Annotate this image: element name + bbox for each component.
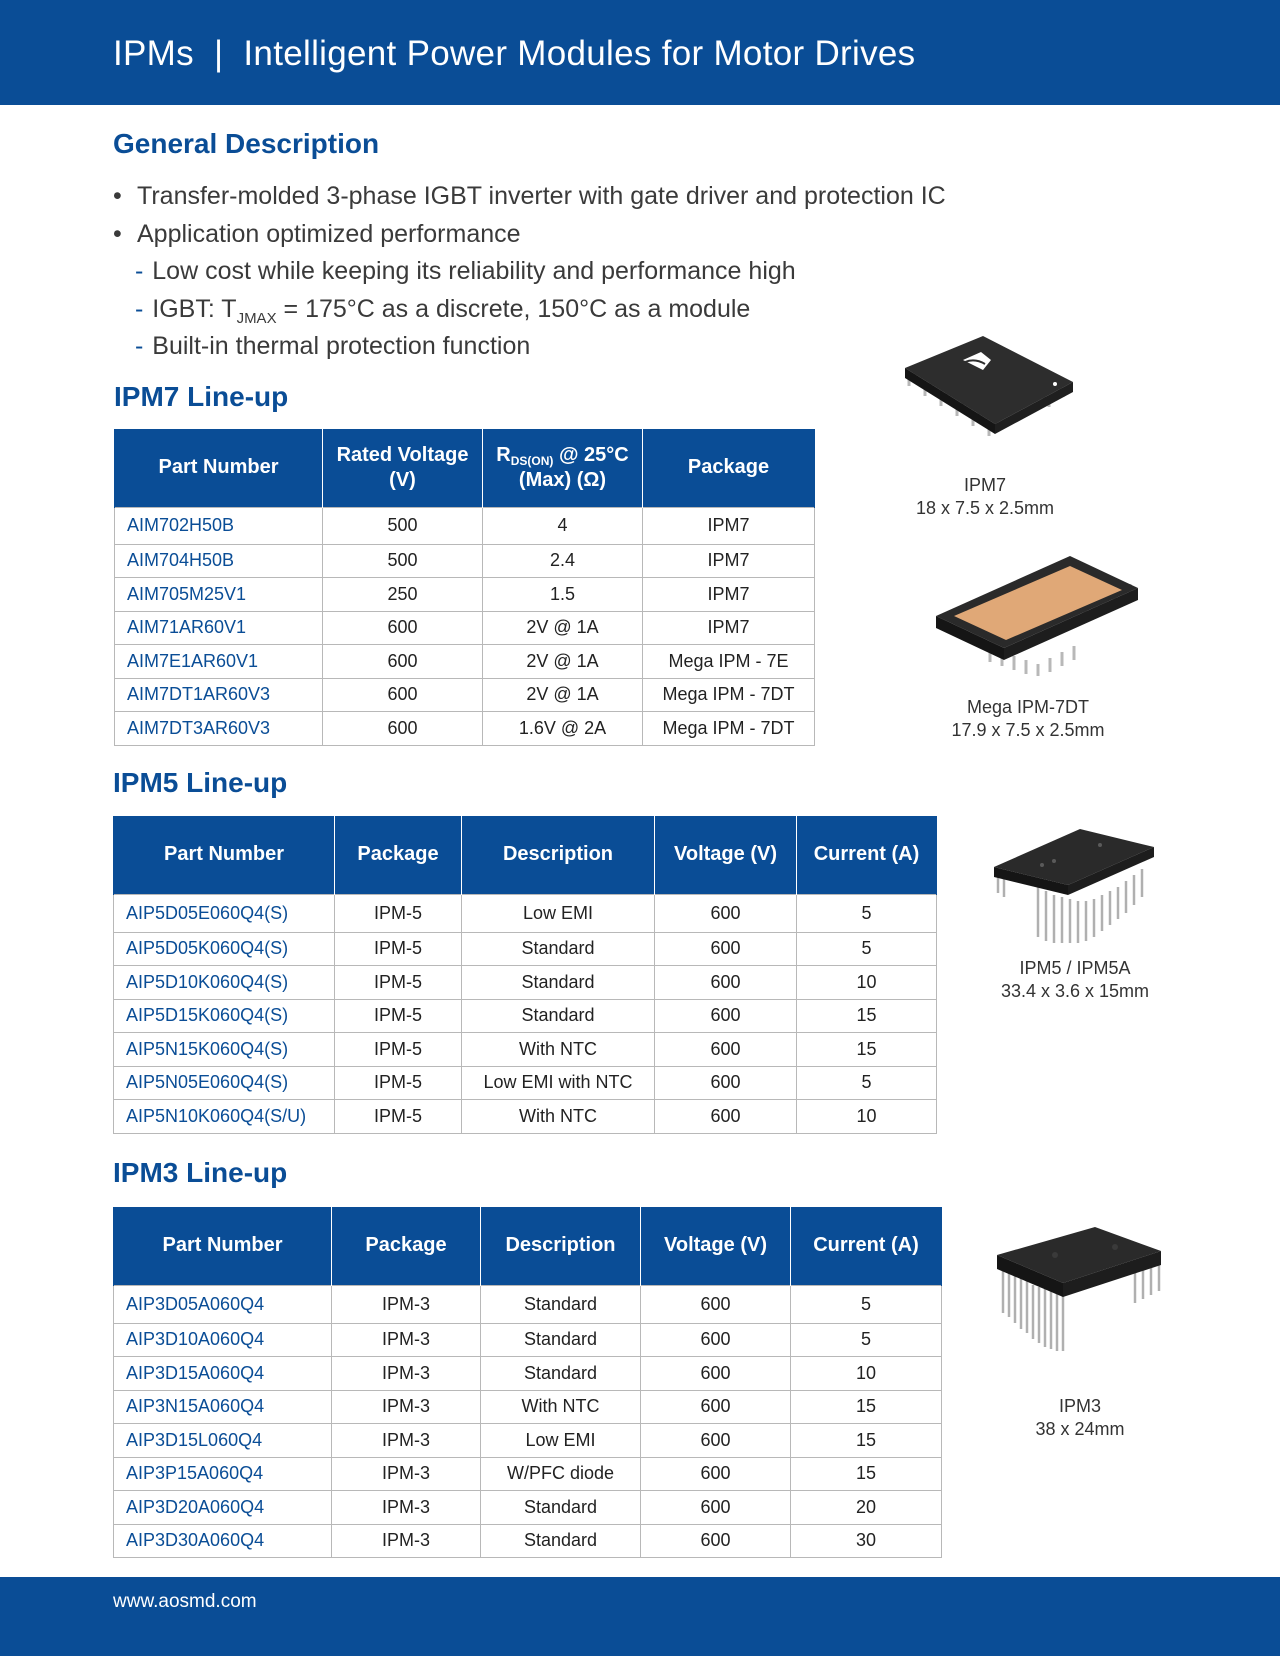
part-number-cell: AIP5N10K060Q4(S/U) (114, 1100, 335, 1134)
part-number-cell: AIP3D30A060Q4 (114, 1524, 332, 1558)
table-cell: 2V @ 1A (483, 611, 643, 645)
table-row (114, 932, 937, 966)
table-cell: 1.6V @ 2A (483, 712, 643, 746)
table-row (114, 999, 937, 1033)
part-number-cell: AIP3N15A060Q4 (114, 1390, 332, 1424)
footer-bar (0, 1577, 1280, 1656)
column-header: Package (643, 429, 815, 507)
footer-url-link[interactable]: www.aosmd.com (113, 1591, 257, 1612)
table-cell: Standard (462, 932, 655, 966)
table-row (114, 1491, 942, 1525)
mega-ipm-7dt-package-image (930, 548, 1150, 683)
general-description-title: General Description (113, 128, 380, 159)
table-cell: 2V @ 1A (483, 678, 643, 712)
column-header: Voltage (V) (655, 816, 797, 894)
table-cell: 5 (797, 894, 937, 932)
column-header: Package (335, 816, 462, 894)
table-cell: IPM-3 (332, 1491, 481, 1525)
table-cell: 2V @ 1A (483, 645, 643, 679)
ipm7-caption: IPM7 18 x 7.5 x 2.5mm (915, 475, 1055, 518)
table-cell: Low EMI (462, 894, 655, 932)
part-number-cell: AIP5D05K060Q4(S) (114, 932, 335, 966)
table-row (115, 611, 815, 645)
dash-icon: - (135, 332, 144, 360)
table-cell: IPM-3 (332, 1424, 481, 1458)
table-row (114, 1100, 937, 1134)
table-cell: IPM-3 (332, 1390, 481, 1424)
table-cell: IPM-3 (332, 1457, 481, 1491)
table-cell: 5 (797, 1066, 937, 1100)
table-cell: IPM7 (643, 507, 815, 544)
ipm7-table (114, 429, 815, 746)
table-cell: Standard (462, 999, 655, 1033)
table-row (114, 1424, 942, 1458)
table-cell: 600 (323, 712, 483, 746)
table-cell: 600 (323, 678, 483, 712)
part-number-cell: AIM71AR60V1 (115, 611, 323, 645)
table-cell: 2.4 (483, 544, 643, 578)
part-number-cell: AIP3D05A060Q4 (114, 1285, 332, 1323)
table-header-row (114, 816, 937, 894)
table-row (115, 578, 815, 612)
table-header-row (114, 1207, 942, 1285)
column-header: Rated Voltage (V) (323, 429, 483, 507)
bullet-icon: • (113, 219, 122, 248)
table-cell: Standard (481, 1285, 641, 1323)
table-cell: 600 (323, 645, 483, 679)
table-cell: 600 (641, 1491, 791, 1525)
table-cell: 30 (791, 1524, 942, 1558)
table-row (115, 678, 815, 712)
table-cell: Low EMI (481, 1424, 641, 1458)
part-number-cell: AIM7DT3AR60V3 (115, 712, 323, 746)
part-number-cell: AIP3D20A060Q4 (114, 1491, 332, 1525)
part-number-cell: AIP5D10K060Q4(S) (114, 966, 335, 1000)
table-row (114, 1285, 942, 1323)
table-row (115, 507, 815, 544)
ipm5-caption: IPM5 / IPM5A 33.4 x 3.6 x 15mm (1000, 958, 1150, 1001)
table-cell: Low EMI with NTC (462, 1066, 655, 1100)
part-number-cell: AIP3D15L060Q4 (114, 1424, 332, 1458)
table-cell: IPM-5 (335, 894, 462, 932)
part-number-cell: AIP5D05E060Q4(S) (114, 894, 335, 932)
mega-ipm-7dt-caption: Mega IPM-7DT 17.9 x 7.5 x 2.5mm (951, 697, 1105, 740)
table-cell: 600 (641, 1457, 791, 1491)
table-cell: With NTC (462, 1100, 655, 1134)
table-cell: 15 (791, 1457, 942, 1491)
ipm3-table (113, 1207, 942, 1558)
table-cell: Mega IPM - 7DT (643, 678, 815, 712)
table-cell: IPM-5 (335, 1033, 462, 1067)
part-number-cell: AIP5N15K060Q4(S) (114, 1033, 335, 1067)
table-row (115, 645, 815, 679)
table-cell: IPM-3 (332, 1323, 481, 1357)
table-cell: Standard (481, 1323, 641, 1357)
table-cell: 20 (791, 1491, 942, 1525)
table-cell: IPM-3 (332, 1357, 481, 1391)
general-description-list (113, 178, 946, 366)
column-header: Part Number (114, 816, 335, 894)
table-cell: IPM-3 (332, 1524, 481, 1558)
table-cell: 600 (655, 1033, 797, 1067)
table-cell: IPM7 (643, 578, 815, 612)
table-cell: 4 (483, 507, 643, 544)
table-cell: 600 (655, 932, 797, 966)
table-cell: 600 (641, 1357, 791, 1391)
bullet-item: • Transfer-molded 3-phase IGBT inverter with gate driver and protection IC (113, 178, 946, 216)
table-cell: 600 (655, 894, 797, 932)
table-cell: 10 (797, 966, 937, 1000)
ipm5-table (113, 816, 937, 1134)
table-cell: IPM7 (643, 544, 815, 578)
ipm7-lineup-title: IPM7 Line-up (114, 381, 289, 412)
table-cell: 600 (641, 1424, 791, 1458)
table-row (114, 1066, 937, 1100)
page-title: IPMs | Intelligent Power Modules for Motor Drives (113, 34, 916, 73)
ipm3-package-image (995, 1225, 1165, 1375)
table-row (114, 1457, 942, 1491)
part-number-cell: AIM7DT1AR60V3 (115, 678, 323, 712)
sub-bullet-item: - Low cost while keeping its reliability and performance high (135, 257, 796, 285)
table-row (114, 1357, 942, 1391)
table-header-row (115, 429, 815, 507)
table-cell: IPM-5 (335, 966, 462, 1000)
part-number-cell: AIP3P15A060Q4 (114, 1457, 332, 1491)
column-header: Description (462, 816, 655, 894)
part-number-cell: AIP3D10A060Q4 (114, 1323, 332, 1357)
table-cell: IPM-5 (335, 999, 462, 1033)
table-cell: 600 (641, 1285, 791, 1323)
column-header: Description (481, 1207, 641, 1285)
table-cell: Mega IPM - 7DT (643, 712, 815, 746)
table-cell: IPM7 (643, 611, 815, 645)
table-row (114, 1524, 942, 1558)
part-number-cell: AIM7E1AR60V1 (115, 645, 323, 679)
table-cell: Mega IPM - 7E (643, 645, 815, 679)
table-cell: 250 (323, 578, 483, 612)
table-row (114, 966, 937, 1000)
part-number-cell: AIM705M25V1 (115, 578, 323, 612)
table-cell: 500 (323, 544, 483, 578)
table-row (114, 1033, 937, 1067)
table-cell: 5 (791, 1323, 942, 1357)
ipm7-package-image (895, 330, 1095, 465)
ipm3-lineup-title: IPM3 Line-up (113, 1157, 288, 1188)
table-cell: Standard (481, 1491, 641, 1525)
table-cell: 600 (655, 1066, 797, 1100)
table-cell: IPM-5 (335, 1100, 462, 1134)
table-cell: 15 (797, 1033, 937, 1067)
column-header: Part Number (114, 1207, 332, 1285)
table-row (114, 894, 937, 932)
ipm5-lineup-title: IPM5 Line-up (113, 767, 288, 798)
column-header: Package (332, 1207, 481, 1285)
table-cell: 15 (797, 999, 937, 1033)
part-number-cell: AIP5N05E060Q4(S) (114, 1066, 335, 1100)
bullet-item: • Application optimized performance (113, 216, 946, 254)
table-row (114, 1390, 942, 1424)
table-cell: Standard (462, 966, 655, 1000)
table-cell: 600 (323, 611, 483, 645)
table-cell: With NTC (481, 1390, 641, 1424)
column-header: Part Number (115, 429, 323, 507)
table-cell: 10 (791, 1357, 942, 1391)
table-cell: 15 (791, 1390, 942, 1424)
part-number-cell: AIP3D15A060Q4 (114, 1357, 332, 1391)
column-header-rdson: $R_{DS(ON)}$ @ 25°C (Max) (Ω) (483, 429, 643, 507)
table-cell: 600 (641, 1390, 791, 1424)
table-cell: 600 (655, 1100, 797, 1134)
table-cell: W/PFC diode (481, 1457, 641, 1491)
part-number-cell: AIM704H50B (115, 544, 323, 578)
table-cell: IPM-5 (335, 1066, 462, 1100)
table-cell: 600 (655, 999, 797, 1033)
table-cell: IPM-3 (332, 1285, 481, 1323)
part-number-cell: AIP5D15K060Q4(S) (114, 999, 335, 1033)
table-cell: IPM-5 (335, 932, 462, 966)
sub-bullet-item: - Built-in thermal protection function (135, 332, 531, 360)
table-cell: 5 (791, 1285, 942, 1323)
dash-icon: - (135, 257, 144, 285)
table-cell: With NTC (462, 1033, 655, 1067)
table-cell: 10 (797, 1100, 937, 1134)
table-cell: 5 (797, 932, 937, 966)
table-cell: Standard (481, 1357, 641, 1391)
table-cell: 600 (641, 1524, 791, 1558)
column-header: Current (A) (791, 1207, 942, 1285)
table-row (115, 544, 815, 578)
table-cell: 500 (323, 507, 483, 544)
sub-bullet-item: - IGBT: $T_{JMAX} = 175^\circ C$ as a discrete, 150°C as a module (135, 294, 751, 327)
bullet-icon: • (113, 182, 122, 210)
table-cell: 600 (655, 966, 797, 1000)
ipm5-package-image (990, 825, 1160, 945)
column-header: Current (A) (797, 816, 937, 894)
table-cell: Standard (481, 1524, 641, 1558)
column-header: Voltage (V) (641, 1207, 791, 1285)
table-cell: 600 (641, 1323, 791, 1357)
table-cell: 1.5 (483, 578, 643, 612)
table-row (114, 1323, 942, 1357)
dash-icon: - (135, 294, 144, 323)
ipm3-caption: IPM3 38 x 24mm (1035, 1396, 1125, 1439)
table-row (115, 712, 815, 746)
part-number-cell: AIM702H50B (115, 507, 323, 544)
table-cell: 15 (791, 1424, 942, 1458)
